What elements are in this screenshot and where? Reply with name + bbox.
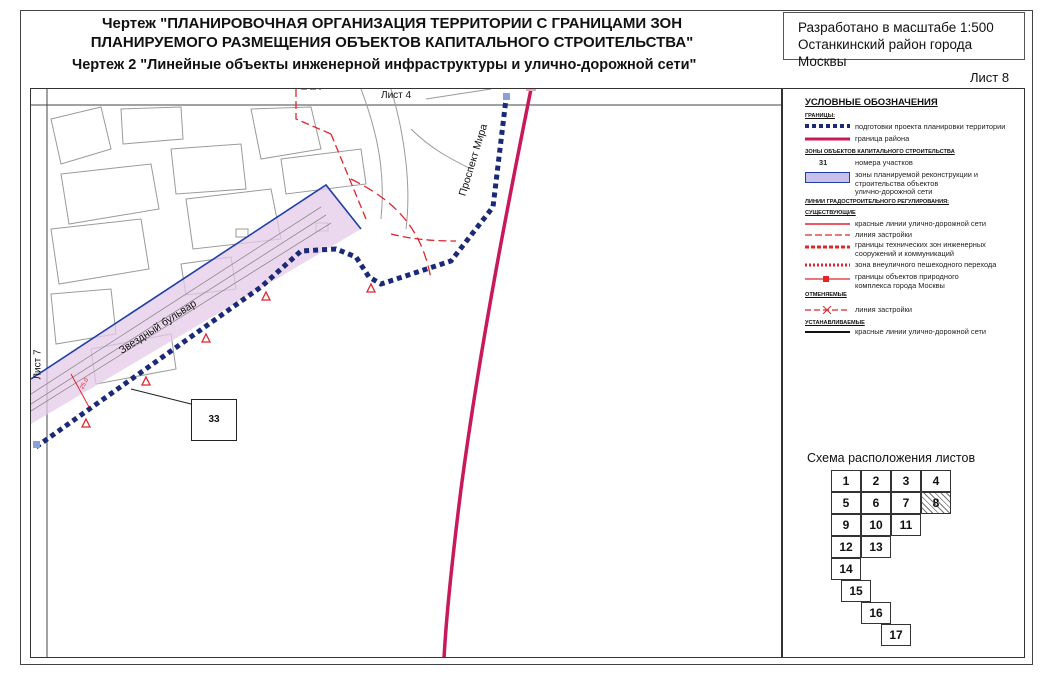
legend-sym-parcel-number: 31 xyxy=(819,158,828,167)
legend-sym-zone xyxy=(805,172,850,183)
legend-zone-line-2: строительства объектов xyxy=(855,178,939,188)
legend-nature-line-1: границы объектов природного xyxy=(855,272,959,281)
project-border-end-left xyxy=(33,441,40,448)
title-block xyxy=(22,14,762,75)
legend-sec-borders: ГРАНИЦЫ: xyxy=(805,113,835,119)
legend-sym-red-lines xyxy=(805,220,850,228)
sheet-cell-6[interactable]: 6 xyxy=(861,492,891,514)
map-canvas xyxy=(31,89,782,658)
sheet-cell-11[interactable]: 11 xyxy=(891,514,921,536)
parcel-label-33[interactable]: 33 xyxy=(191,399,237,441)
title-line-2: ПЛАНИРУЕМОГО РАЗМЕЩЕНИЯ ОБЪЕКТОВ КАПИТАЛЬНОГО СТРОИТЕЛЬСТВА" xyxy=(90,34,694,51)
sheet-cell-13[interactable]: 13 xyxy=(861,536,891,558)
sheet-number: Лист 8 xyxy=(970,70,1010,85)
sheet-cell-3[interactable]: 3 xyxy=(891,470,921,492)
title-line-3: Чертеж 2 "Линейные объекты инженерной инфраструктуры и улично-дорожной сети" xyxy=(72,57,697,73)
legend-sym-crossing xyxy=(805,261,850,269)
sheet-scheme-title: Схема расположения листов xyxy=(807,451,976,465)
sheet-cell-7[interactable]: 7 xyxy=(891,492,921,514)
legend-sym-red-lines-new xyxy=(805,329,850,335)
legend-sym-tech-zones xyxy=(805,243,850,251)
legend-sym-building-line-cancel xyxy=(805,306,850,314)
legend-zone-line-3: улично-дорожной сети xyxy=(855,187,933,196)
sheet-cell-5[interactable]: 5 xyxy=(831,492,861,514)
project-border-end-top xyxy=(503,93,510,100)
parcel-leader xyxy=(131,389,191,404)
scale-box xyxy=(783,12,1025,69)
legend-tech-zones-line-2: сооружений и коммуникаций xyxy=(855,248,955,258)
legend-sec-cancelled: ОТМЕНЯЕМЫЕ xyxy=(805,292,847,298)
sheet-cell-14[interactable]: 14 xyxy=(831,558,861,580)
legend-nature-line-2: комплекса города Москвы xyxy=(855,280,945,290)
sheet-cell-12[interactable]: 12 xyxy=(831,536,861,558)
legend-building-line-cancel: линия застройки xyxy=(855,305,912,314)
legend-sec-established: УСТАНАВЛИВАЕМЫЕ xyxy=(805,320,865,326)
legend-crossing: зона внеуличного пешеходного перехода xyxy=(855,260,997,269)
sheet-cell-17[interactable]: 17 xyxy=(881,624,911,646)
sheet-cell-4[interactable]: 4 xyxy=(921,470,951,492)
legend-tech-zones xyxy=(855,241,986,258)
legend-sym-district-border xyxy=(805,136,850,142)
legend-title: УСЛОВНЫЕ ОБОЗНАЧЕНИЯ xyxy=(805,97,938,108)
legend-tech-zones-line-1: границы технических зон инженерных xyxy=(855,240,986,249)
sheet-cell-10[interactable]: 10 xyxy=(861,514,891,536)
district-border xyxy=(444,89,531,658)
legend-nature xyxy=(855,273,959,290)
sheet-cell-1[interactable]: 1 xyxy=(831,470,861,492)
left-neighbor-label: Лист 7 xyxy=(32,349,44,380)
legend-panel xyxy=(782,88,1025,658)
street-zvezdny-bulvar: Звездный бульвар xyxy=(116,297,199,357)
legend-red-lines-new: красные линии улично-дорожной сети xyxy=(855,327,986,336)
legend-zone-line-1: зоны планируемой реконструкции и xyxy=(855,170,979,179)
width-mark-label: 25.0 xyxy=(79,377,91,391)
legend-sec-regulation: ЛИНИИ ГРАДОСТРОИТЕЛЬНОГО РЕГУЛИРОВАНИЯ: xyxy=(805,199,950,205)
sheet-cell-8[interactable]: 8 xyxy=(921,492,951,514)
title-line-1: Чертеж "ПЛАНИРОВОЧНАЯ ОРГАНИЗАЦИЯ ТЕРРИТОРИИ С ГРАНИЦАМИ ЗОН xyxy=(101,15,683,32)
street-prospekt-mira: Проспект Мира xyxy=(456,122,491,198)
map-area[interactable] xyxy=(30,88,782,658)
legend-sym-building-line xyxy=(805,231,850,239)
sheet-cell-2[interactable]: 2 xyxy=(861,470,891,492)
top-neighbor-label: Лист 4 xyxy=(381,90,412,101)
sheet-cell-16[interactable]: 16 xyxy=(861,602,891,624)
sheet-cell-15[interactable]: 15 xyxy=(841,580,871,602)
scale-line: Разработано в масштабе 1:500 xyxy=(798,20,994,35)
legend-sec-existing: СУЩЕСТВУЮЩИЕ xyxy=(805,210,856,216)
legend-zone xyxy=(855,171,978,197)
legend-building-line: линия застройки xyxy=(855,230,912,239)
legend-district-border: граница района xyxy=(855,134,910,143)
legend-parcel-number: номера участков xyxy=(855,158,913,167)
legend-sym-project-border xyxy=(805,122,850,130)
legend-project-border: подготовки проекта планировки территории xyxy=(855,122,1006,131)
sheet-cell-9[interactable]: 9 xyxy=(831,514,861,536)
district-line: Останкинский район города Москвы xyxy=(798,37,973,69)
legend-sec-zones: ЗОНЫ ОБЪЕКТОВ КАПИТАЛЬНОГО СТРОИТЕЛЬСТВА xyxy=(805,149,955,155)
legend-sym-nature xyxy=(805,275,850,283)
legend-red-lines: красные линии улично-дорожной сети xyxy=(855,219,986,228)
